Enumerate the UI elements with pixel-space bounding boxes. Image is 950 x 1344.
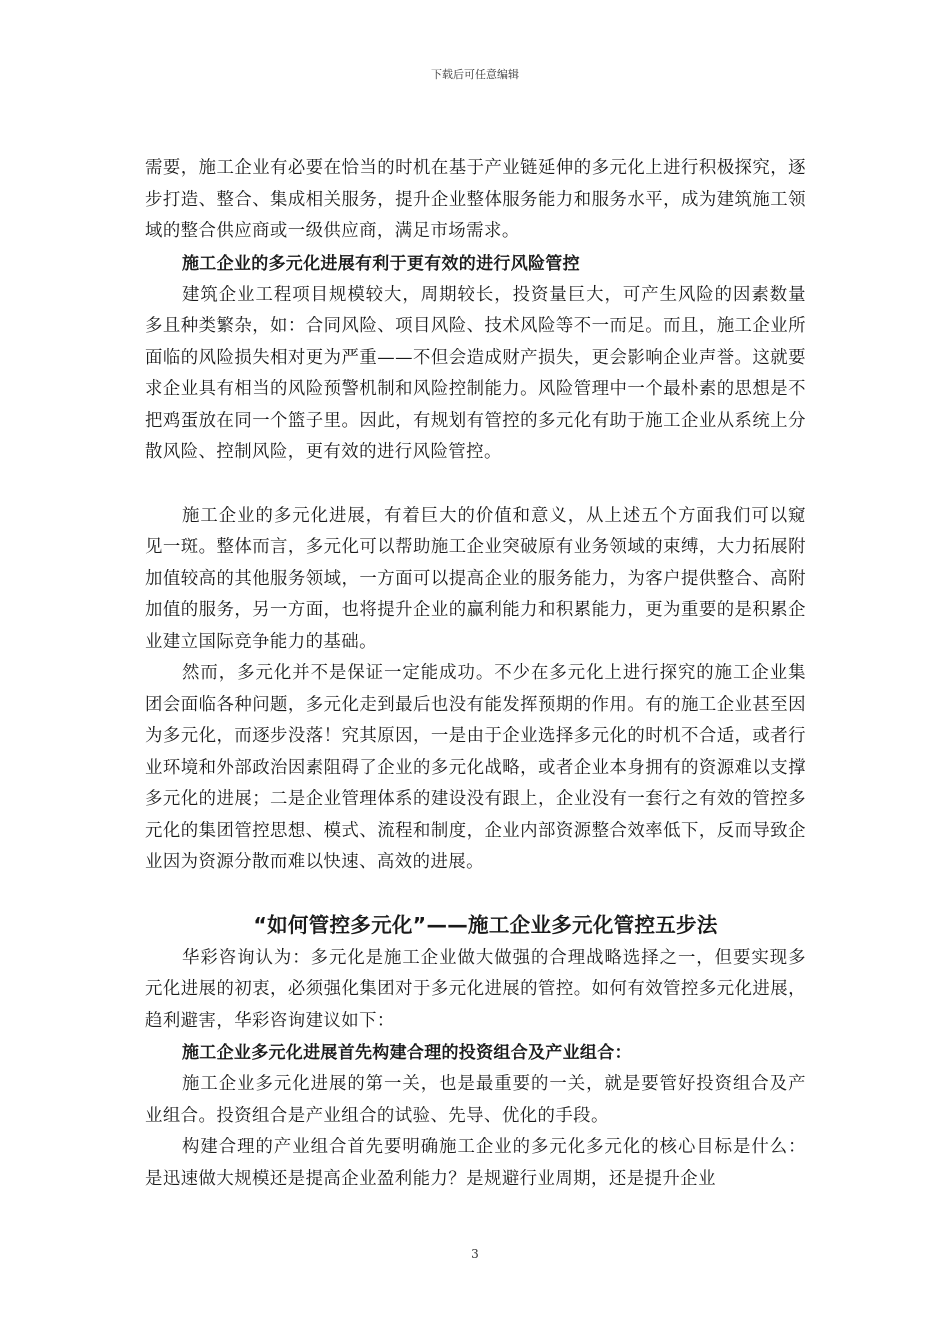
paragraph-first-step: 施工企业多元化进展的第一关，也是最重要的一关，就是要管好投资组合及产业组合。投资组合是产业组合的试验、先导、优化的手段。	[145, 1074, 806, 1126]
paragraph-continuation: 需要，施工企业有必要在恰当的时机在基于产业链延伸的多元化上进行积极探究，逐步打造、整合、集成相关服务，提升企业整体服务能力和服务水平，成为建筑施工领域的整合供应商或一级供应商，满足市场需求。	[145, 158, 806, 241]
paragraph-value-summary: 施工企业的多元化进展，有着巨大的价值和意义，从上述五个方面我们可以窥见一斑。整体而言，多元化可以帮助施工企业突破原有业务领域的束缚，大力拓展附加值较高的其他服务领域，一方面可以提高企业的服务能力，为客户提供整合、高附加值的服务，另一方面，也将提升企业的赢利能力和积累能力，更为重要的是积累企业建立国际竞争能力的基础。	[145, 505, 806, 652]
section-heading-risk-control: 施工企业的多元化进展有利于更有效的进行风险管控	[182, 253, 580, 274]
page-number: 3	[471, 1247, 479, 1261]
page-header: 下载后可任意编辑	[431, 68, 519, 81]
section-heading-portfolio: 施工企业多元化进展首先构建合理的投资组合及产业组合：	[182, 1043, 632, 1063]
blank-line	[145, 469, 806, 501]
paragraph-core-objective: 构建合理的产业组合首先要明确施工企业的多元化多元化的核心目标是什么：是迅速做大规模还是提高企业盈利能力？是规避行业周期，还是提升企业	[145, 1137, 806, 1189]
paragraph-failure-reasons: 然而，多元化并不是保证一定能成功。不少在多元化上进行探究的施工企业集团会面临各种问题，多元化走到最后也没有能发挥预期的作用。有的施工企业甚至因为多元化，而逐步没落！究其原因，一是由于企业选择多元化的时机不合适，或者行业环境和外部政治因素阻碍了企业的多元化战略，或者企业本身拥有的资源难以支撑多元化的进展；二是企业管理体系的建设没有跟上，企业没有一套行之有效的管控多元化的集团管控思想、模式、流程和制度，企业内部资源整合效率低下，反而导致企业因为资源分散而难以快速、高效的进展。	[145, 663, 806, 872]
blank-line	[145, 879, 806, 909]
paragraph-risk-control: 建筑企业工程项目规模较大，周期较长，投资量巨大，可产生风险的因素数量多且种类繁杂，如：合同风险、项目风险、技术风险等不一而足。而且，施工企业所面临的风险损失相对更为严重——不但会造成财产损失，更会影响企业声誉。这就要求企业具有相当的风险预警机制和风险控制能力。风险管理中一个最朴素的思想是不把鸡蛋放在同一个篮子里。因此，有规划有管控的多元化有助于施工企业从系统上分散风险、控制风险，更有效的进行风险管控。	[145, 284, 806, 462]
document-body	[145, 153, 806, 1195]
section-title-five-steps: “如何管控多元化”——施工企业多元化管控五步法	[253, 912, 718, 937]
paragraph-consulting-view: 华彩咨询认为：多元化是施工企业做大做强的合理战略选择之一，但要实现多元化进展的初衷，必须强化集团对于多元化进展的管控。如何有效管控多元化进展，趋利避害，华彩咨询建议如下：	[145, 947, 806, 1031]
